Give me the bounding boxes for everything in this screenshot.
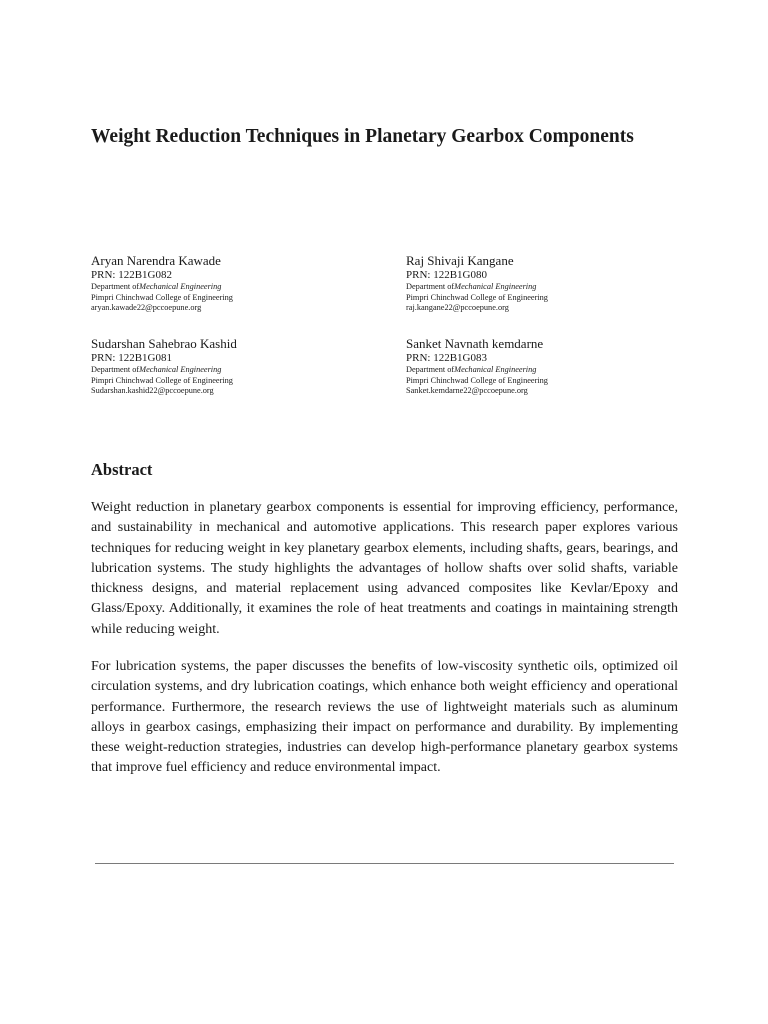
author-department xyxy=(91,282,391,293)
section-divider xyxy=(95,863,674,864)
author-block-1 xyxy=(91,252,391,314)
department-prefix: Department of xyxy=(406,365,455,374)
author-college: Pimpri Chinchwad College of Engineering xyxy=(91,375,233,385)
author-block-3 xyxy=(91,335,391,397)
author-email: aryan.kawade22@pccoepune.org xyxy=(91,303,202,312)
author-prn: PRN: 122B1G081 xyxy=(91,352,172,364)
author-block-4 xyxy=(406,335,706,397)
author-name: Aryan Narendra Kawade xyxy=(91,253,221,268)
author-email: Sanket.kemdarne22@pccoepune.org xyxy=(406,386,528,395)
author-college: Pimpri Chinchwad College of Engineering xyxy=(406,375,548,385)
department-prefix: Department of xyxy=(91,365,140,374)
author-department xyxy=(91,365,391,376)
author-prn: PRN: 122B1G083 xyxy=(406,352,487,364)
abstract-heading: Abstract xyxy=(91,460,153,479)
author-college: Pimpri Chinchwad College of Engineering xyxy=(91,292,233,302)
author-prn: PRN: 122B1G082 xyxy=(91,269,172,281)
department-field: Mechanical Engineering xyxy=(139,365,222,374)
author-name: Sanket Navnath kemdarne xyxy=(406,336,544,351)
department-prefix: Department of xyxy=(91,282,140,291)
author-email: raj.kangane22@pccoepune.org xyxy=(406,303,509,312)
department-field: Mechanical Engineering xyxy=(454,282,537,291)
department-prefix: Department of xyxy=(406,282,455,291)
author-prn: PRN: 122B1G080 xyxy=(406,269,487,281)
department-field: Mechanical Engineering xyxy=(454,365,537,374)
department-field: Mechanical Engineering xyxy=(139,282,222,291)
author-name: Raj Shivaji Kangane xyxy=(406,253,514,268)
author-block-2 xyxy=(406,252,706,314)
author-department xyxy=(406,282,706,293)
author-department xyxy=(406,365,706,376)
author-college: Pimpri Chinchwad College of Engineering xyxy=(406,292,548,302)
abstract-paragraph-2: For lubrication systems, the paper discusses the benefits of low-viscosity synthetic oils, optimized oil circulation systems, and dry lubrication coatings, which enhance both weight efficiency and operational performance. Furthermore, the research reviews the use of lightweight materials such as aluminum alloys in gearbox casings, emphasizing their impact on performance and durability. By implementing these weight-reduction strategies, industries can develop high-performance planetary gearbox systems that improve fuel efficiency and reduce environmental impact. xyxy=(91,659,678,776)
paper-title: Weight Reduction Techniques in Planetary Gearbox Components xyxy=(91,126,634,147)
author-name: Sudarshan Sahebrao Kashid xyxy=(91,336,237,351)
author-email: Sudarshan.kashid22@pccoepune.org xyxy=(91,386,214,395)
abstract-paragraph-1: Weight reduction in planetary gearbox components is essential for improving efficiency, performance, and sustainability in mechanical and automotive applications. This research paper explores various techniques for reducing weight in key planetary gearbox elements, including shafts, gears, bearings, and lubrication systems. The study highlights the advantages of hollow shafts over solid shafts, variable thickness designs, and material replacement using advanced composites like Kevlar/Epoxy and Glass/Epoxy. Additionally, it examines the role of heat treatments and coatings in maintaining strength while reducing weight. xyxy=(91,500,678,637)
